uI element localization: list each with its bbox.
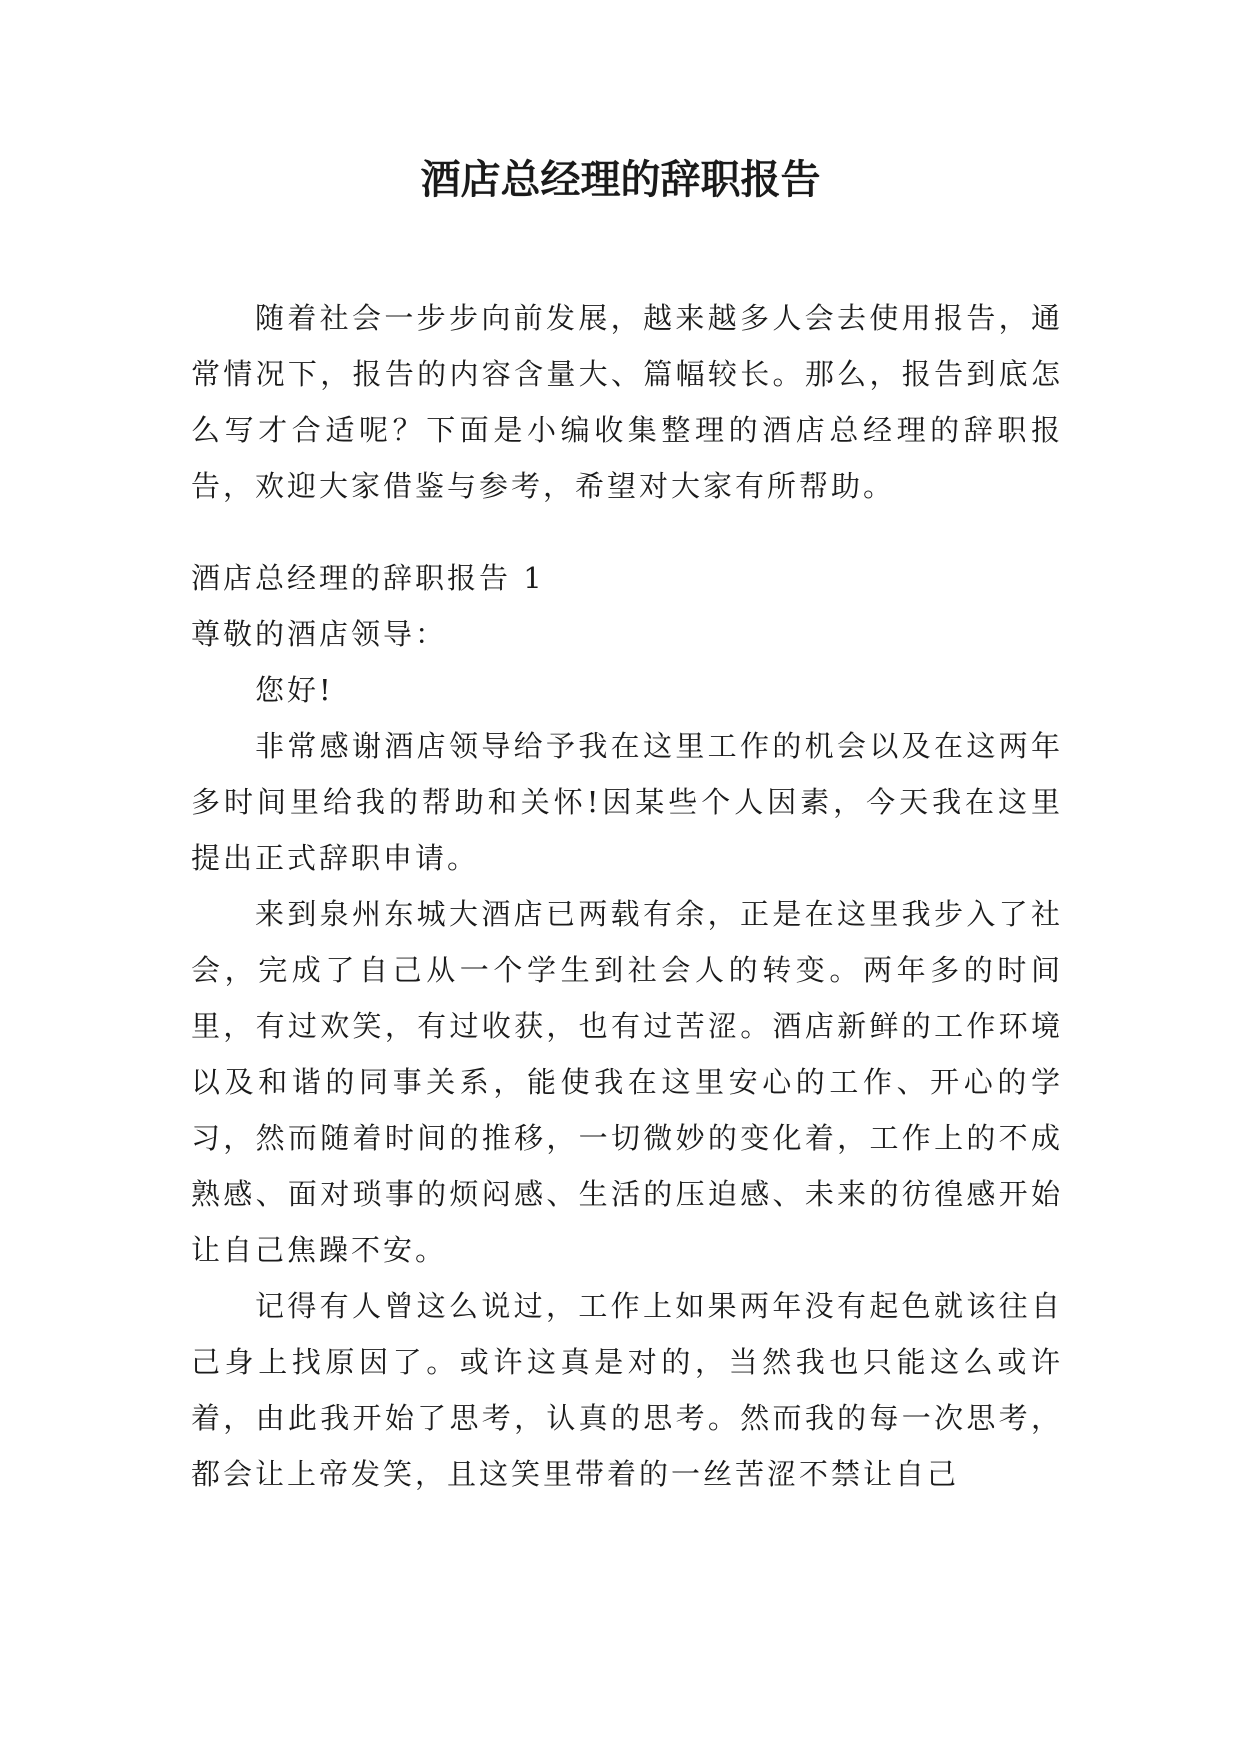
greeting: 您好! [255, 673, 334, 707]
body-paragraph: 记得有人曾这么说过，工作上如果两年没有起色就该往自己身上找原因了。或许这真是对的，当然我也只能这么或许着，由此我开始了思考，认真的思考。然而我的每一次思考，都会让上帝发笑，且这笑里带着的一丝苦涩不禁让自己 [191, 1289, 1063, 1491]
document-title: 酒店总经理的辞职报告 [420, 156, 821, 203]
section-heading: 酒店总经理的辞职报告 1 [191, 561, 545, 595]
salutation: 尊敬的酒店领导： [191, 617, 448, 651]
body-paragraph: 非常感谢酒店领导给予我在这里工作的机会以及在这两年多时间里给我的帮助和关怀!因某些个人因素，今天我在这里提出正式辞职申请。 [191, 729, 1063, 875]
body-paragraph: 来到泉州东城大酒店已两载有余，正是在这里我步入了社会，完成了自己从一个学生到社会人的转变。两年多的时间里，有过欢笑，有过收获，也有过苦涩。酒店新鲜的工作环境以及和谐的同事关系，能使我在这里安心的工作、开心的学习，然而随着时间的推移，一切微妙的变化着，工作上的不成熟感、面对琐事的烦闷感、生活的压迫感、未来的彷徨感开始让自己焦躁不安。 [191, 897, 1063, 1267]
document-body [191, 290, 1063, 1502]
intro-paragraph: 随着社会一步步向前发展，越来越多人会去使用报告，通常情况下，报告的内容含量大、篇幅较长。那么，报告到底怎么写才合适呢？下面是小编收集整理的酒店总经理的辞职报告，欢迎大家借鉴与参考，希望对大家有所帮助。 [191, 301, 1063, 503]
